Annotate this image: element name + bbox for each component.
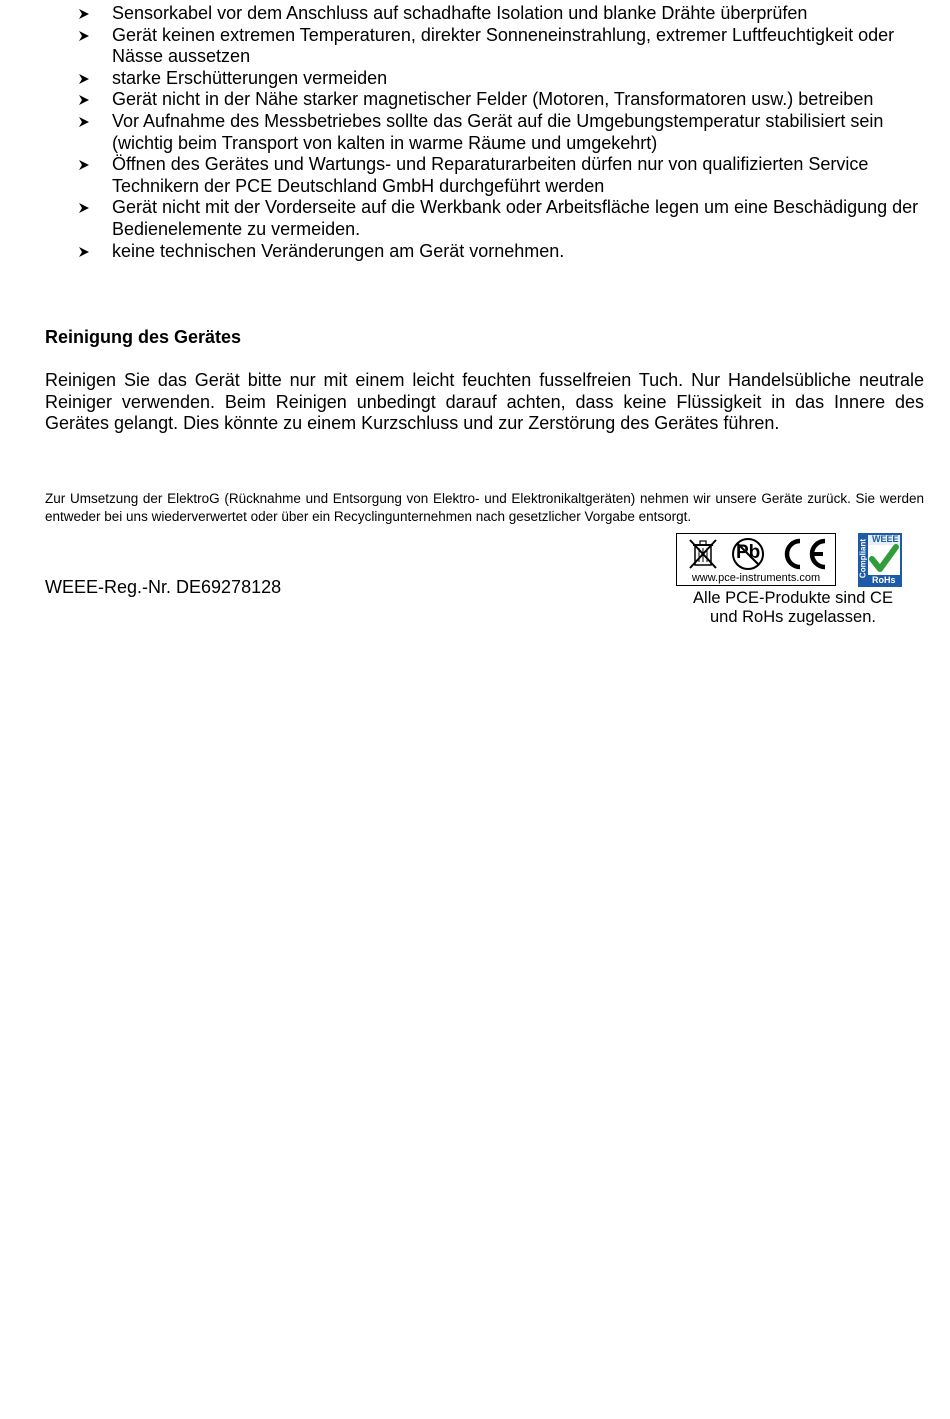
list-item	[78, 3, 938, 25]
arrowhead-bullet-icon	[78, 241, 92, 258]
lead-free-label: Pb	[736, 542, 761, 563]
logo-box	[676, 533, 836, 586]
arrowhead-bullet-icon	[78, 89, 92, 106]
arrowhead-bullet-icon	[78, 3, 92, 20]
safety-list	[78, 3, 938, 262]
rohs-badge	[858, 533, 902, 587]
weee-registration-number: WEEE-Reg.-Nr. DE69278128	[45, 577, 282, 597]
list-item-text: Vor Aufnahme des Messbetriebes sollte das Gerät auf die Umgebungstemperatur stabilisiert sein (wichtig beim Transport von kalten in warme Räume und umgekehrt)	[112, 110, 884, 153]
certification-logos	[676, 533, 916, 629]
weee-label: WEEE	[872, 534, 899, 544]
arrowhead-bullet-icon	[78, 154, 92, 171]
arrowhead-bullet-icon	[78, 111, 92, 128]
arrowhead-bullet-icon	[78, 197, 92, 214]
list-item-text: Sensorkabel vor dem Anschluss auf schadhafte Isolation und blanke Drähte überprüfen	[112, 3, 808, 23]
list-item-text: Gerät keinen extremen Temperaturen, direkter Sonneneinstrahlung, extremer Luftfeuchtigkeit oder Nässe aussetzen	[112, 24, 895, 67]
list-item	[78, 111, 938, 154]
list-item-text: starke Erschütterungen vermeiden	[112, 67, 388, 88]
cleaning-heading: Reinigung des Gerätes	[45, 327, 242, 347]
arrowhead-bullet-icon	[78, 25, 92, 42]
logo-url: www.pce-instruments.com	[691, 572, 821, 584]
list-item-text: keine technischen Veränderungen am Gerät vornehmen.	[112, 240, 565, 261]
arrowhead-bullet-icon	[78, 68, 92, 85]
crossed-out-bin-icon	[686, 537, 720, 571]
list-item	[78, 154, 938, 197]
list-item	[78, 89, 938, 111]
cleaning-paragraph: Reinigen Sie das Gerät bitte nur mit einem leicht feuchten fusselfreien Tuch. Nur Handelsübliche neutrale Reiniger verwenden. Beim Reinigen unbedingt darauf achten, dass keine Flüssigkeit in das Innere des Gerätes gelangt. Dies könnte zu einem Kurzschluss und zur Zerstörung des Gerätes führen.	[45, 370, 924, 434]
list-item-text: Öffnen des Gerätes und Wartungs- und Reparaturarbeiten dürfen nur von qualifizierten Service Technikern der PCE Deutschland GmbH durchgeführt werden	[112, 154, 869, 196]
rohs-label: RoHs	[872, 575, 896, 585]
list-item	[78, 241, 938, 263]
disposal-paragraph: Zur Umsetzung der ElektroG (Rücknahme und Entsorgung von Elektro- und Elektronikaltgeräten) nehmen wir unsere Geräte zurück. Sie werden entweder bei uns wiederverwertet oder über ein Recyclingunternehmen nach gesetzlicher Vorgabe entsorgt.	[45, 491, 924, 524]
list-item	[78, 197, 938, 240]
caption-line: und RoHs zugelassen.	[709, 608, 876, 626]
certification-caption	[676, 589, 910, 627]
list-item	[78, 25, 938, 68]
ce-mark-icon	[779, 537, 829, 571]
list-item	[78, 68, 938, 90]
list-item-text: Gerät nicht in der Nähe starker magnetischer Felder (Motoren, Transformatoren usw.) betreiben	[112, 89, 874, 110]
caption-line: Alle PCE-Produkte sind CE	[693, 589, 893, 607]
compliant-label: Compliant	[858, 538, 868, 579]
list-item-text: Gerät nicht mit der Vorderseite auf die Werkbank oder Arbeitsfläche legen um eine Beschädigung der Bedienelemente zu vermeiden.	[112, 197, 919, 239]
